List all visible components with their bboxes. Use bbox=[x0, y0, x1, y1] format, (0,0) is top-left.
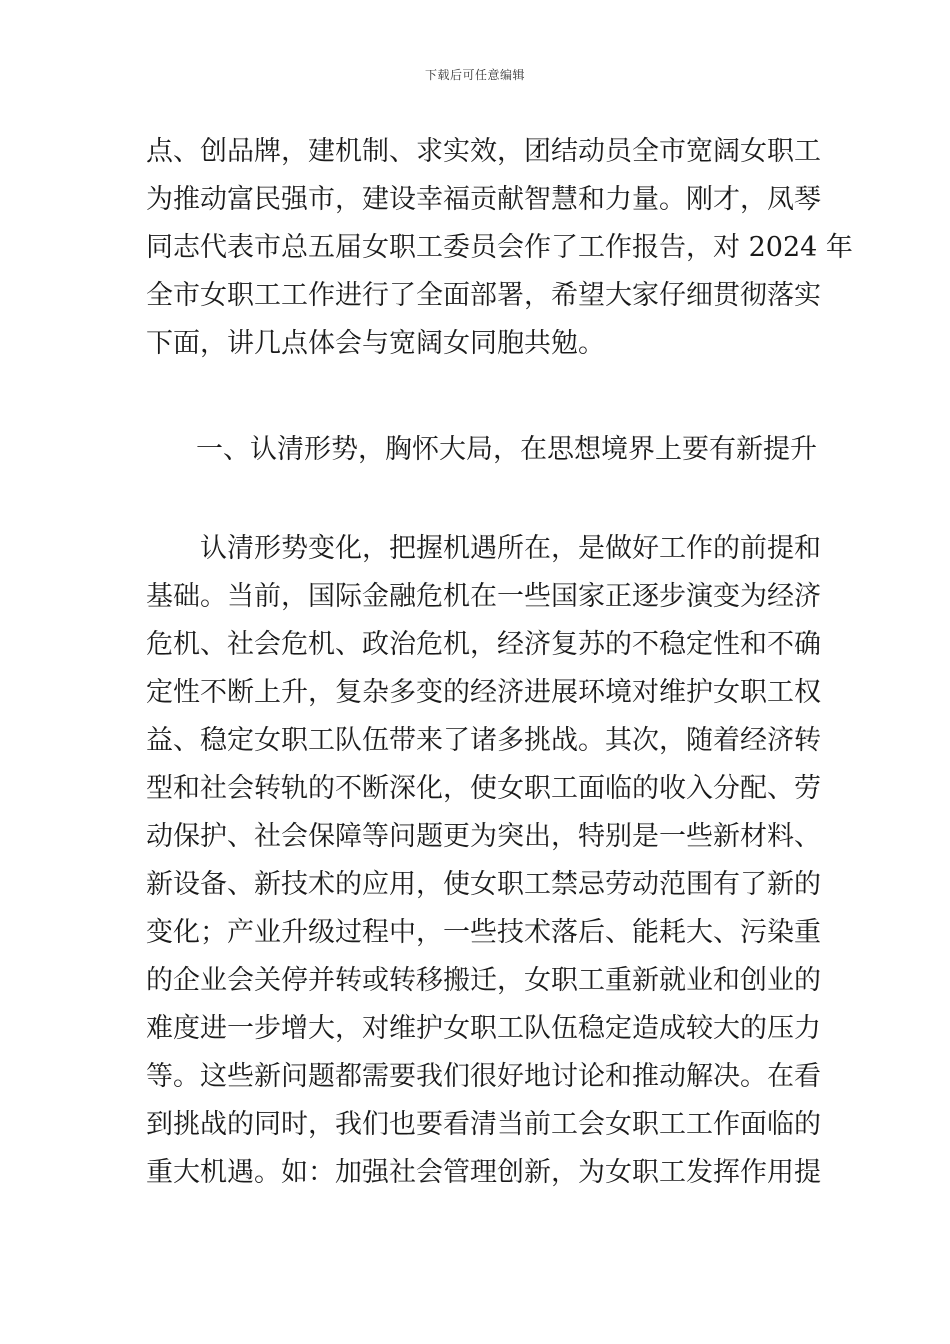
text-line: 益、稳定女职工队伍带来了诸多挑战。其次，随着经济转 bbox=[146, 725, 821, 756]
text-line: 动保护、社会保障等问题更为突出，特别是一些新材料、 bbox=[146, 821, 821, 852]
text-line: 新设备、新技术的应用，使女职工禁忌劳动范围有了新的 bbox=[146, 869, 821, 900]
text-line: 难度进一步增大，对维护女职工队伍稳定造成较大的压力 bbox=[146, 1013, 821, 1044]
text-line: 的企业会关停并转或转移搬迁，女职工重新就业和创业的 bbox=[146, 965, 821, 996]
text-line: 型和社会转轨的不断深化，使女职工面临的收入分配、劳 bbox=[146, 773, 821, 804]
text-line: 点、创品牌，建机制、求实效，团结动员全市宽阔女职工 bbox=[146, 136, 821, 167]
text-line: 全市女职工工作进行了全面部署，希望大家仔细贯彻落实 bbox=[146, 280, 821, 311]
text-line: 到挑战的同时，我们也要看清当前工会女职工工作面临的 bbox=[146, 1109, 821, 1140]
text-line: 为推动富民强市，建设幸福贡献智慧和力量。刚才，凤琴 bbox=[146, 184, 821, 215]
text-line: 危机、社会危机、政治危机，经济复苏的不稳定性和不确 bbox=[146, 629, 821, 660]
paragraph-intro-continued bbox=[146, 128, 853, 368]
section-heading: 一、认清形势，胸怀大局，在思想境界上要有新提升 bbox=[196, 434, 817, 465]
text-line: 变化；产业升级过程中，一些技术落后、能耗大、污染重 bbox=[146, 917, 821, 948]
text-line: 认清形势变化，把握机遇所在，是做好工作的前提和 bbox=[146, 533, 821, 564]
text-line: 定性不断上升，复杂多变的经济进展环境对维护女职工权 bbox=[146, 677, 821, 708]
text-line: 重大机遇。如：加强社会管理创新，为女职工发挥作用提 bbox=[146, 1157, 821, 1188]
paragraph-situation bbox=[146, 525, 821, 1197]
text-line: 等。这些新问题都需要我们很好地讨论和推动解决。在看 bbox=[146, 1061, 821, 1092]
text-line: 同志代表市总五届女职工委员会作了工作报告，对 2024 年 bbox=[146, 232, 853, 263]
header-note: 下载后可任意编辑 bbox=[424, 68, 525, 82]
text-line: 下面，讲几点体会与宽阔女同胞共勉。 bbox=[146, 328, 605, 359]
text-line: 基础。当前，国际金融危机在一些国家正逐步演变为经济 bbox=[146, 581, 821, 612]
